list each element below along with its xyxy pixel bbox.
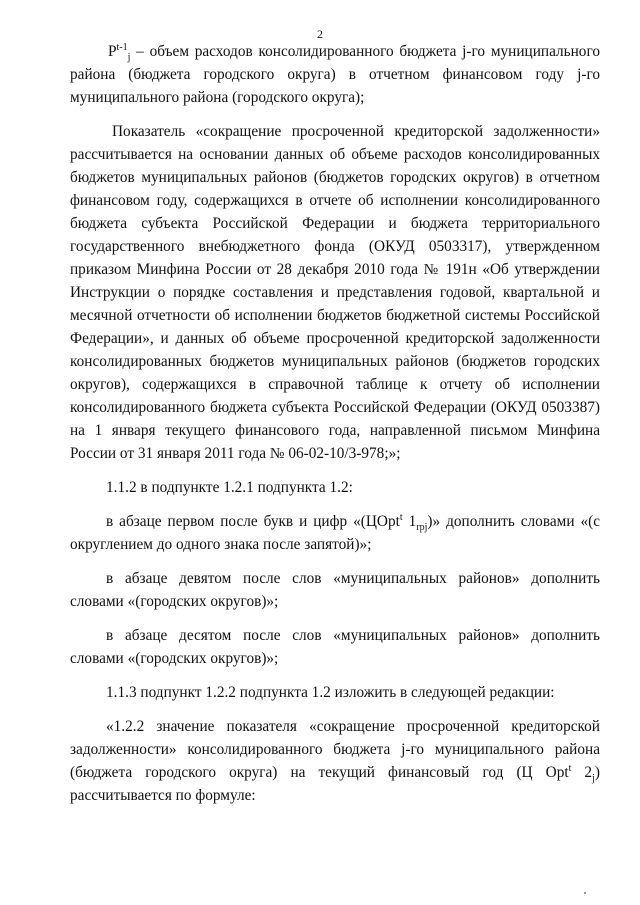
page-number: 2 <box>317 27 323 41</box>
paragraph-indicator: Показатель «сокращение просроченной кредиторской задолженности» рассчитывается на основании данных об объеме расходов консолидированных бюджетов муниципальных районов (бюджетов городских округов) в отчетном финансовом году, содержащихся в отчете об исполнении консолидированного бюджета субъекта Российской Федерации и бюджета территориального государственного внебюджетного фонда (ОКУД 0503317), утвержденном приказом Минфина России от 28 декабря 2010 года № 191н «Об утверждении Инструкции о порядке составления и представления годовой, квартальной и месячной отчетности об исполнении бюджетов бюджетной системы Российской Федерации», и данных об объеме просроченной кредиторской задолженности консолидированных бюджетов муниципальных районов (бюджетов городских округов), содержащихся в справочной таблице к отчету об исполнении консолидированного бюджета субъекта Российской Федерации (ОКУД 0503387) на 1 января текущего финансового года, направленной письмом Минфина России от 31 января 2011 года № 06-02-10/3-978;»; <box>70 123 600 462</box>
paragraph-ninth-abzac: в абзаце девятом после слов «муниципальных районов» дополнить словами «(городских округов)»; <box>70 570 600 610</box>
item-1-1-2: 1.1.2 в подпункте 1.2.1 подпункта 1.2: <box>106 479 353 496</box>
scan-speck <box>584 892 586 894</box>
symbol-main: P <box>108 43 117 60</box>
symbol-sub: j <box>127 52 131 64</box>
paragraph-first-abzac: в абзаце первом после букв и цифр «(ЦOpt$^t$ $1_{rpj}$)» дополнить словами «(с округлением до одного знака после запятой)»; <box>70 511 600 553</box>
symbol-sup: t-1 <box>116 41 128 53</box>
document-body <box>70 40 600 807</box>
item-1-1-3: 1.1.3 подпункт 1.2.2 подпункта 1.2 изложить в следующей редакции: <box>106 684 555 701</box>
paragraph-1-2-2: «1.2.2 значение показателя «сокращение просроченной кредиторской задолженности» консолидированного бюджета j-го муниципального района (бюджета городского округа) на текущий финансовый год (Ц Opt$^t$ $2_j$) рассчитывается по формуле: <box>70 718 600 804</box>
definition-text: – объем расходов консолидированного бюджета j-го муниципального района (бюджета городского округа) в отчетном финансовом году j-го муниципального района (городского округа); <box>70 43 600 106</box>
paragraph-definition <box>70 40 600 109</box>
paragraph-tenth-abzac: в абзаце десятом после слов «муниципальных районов» дополнить словами «(городских округов)»; <box>70 627 600 667</box>
